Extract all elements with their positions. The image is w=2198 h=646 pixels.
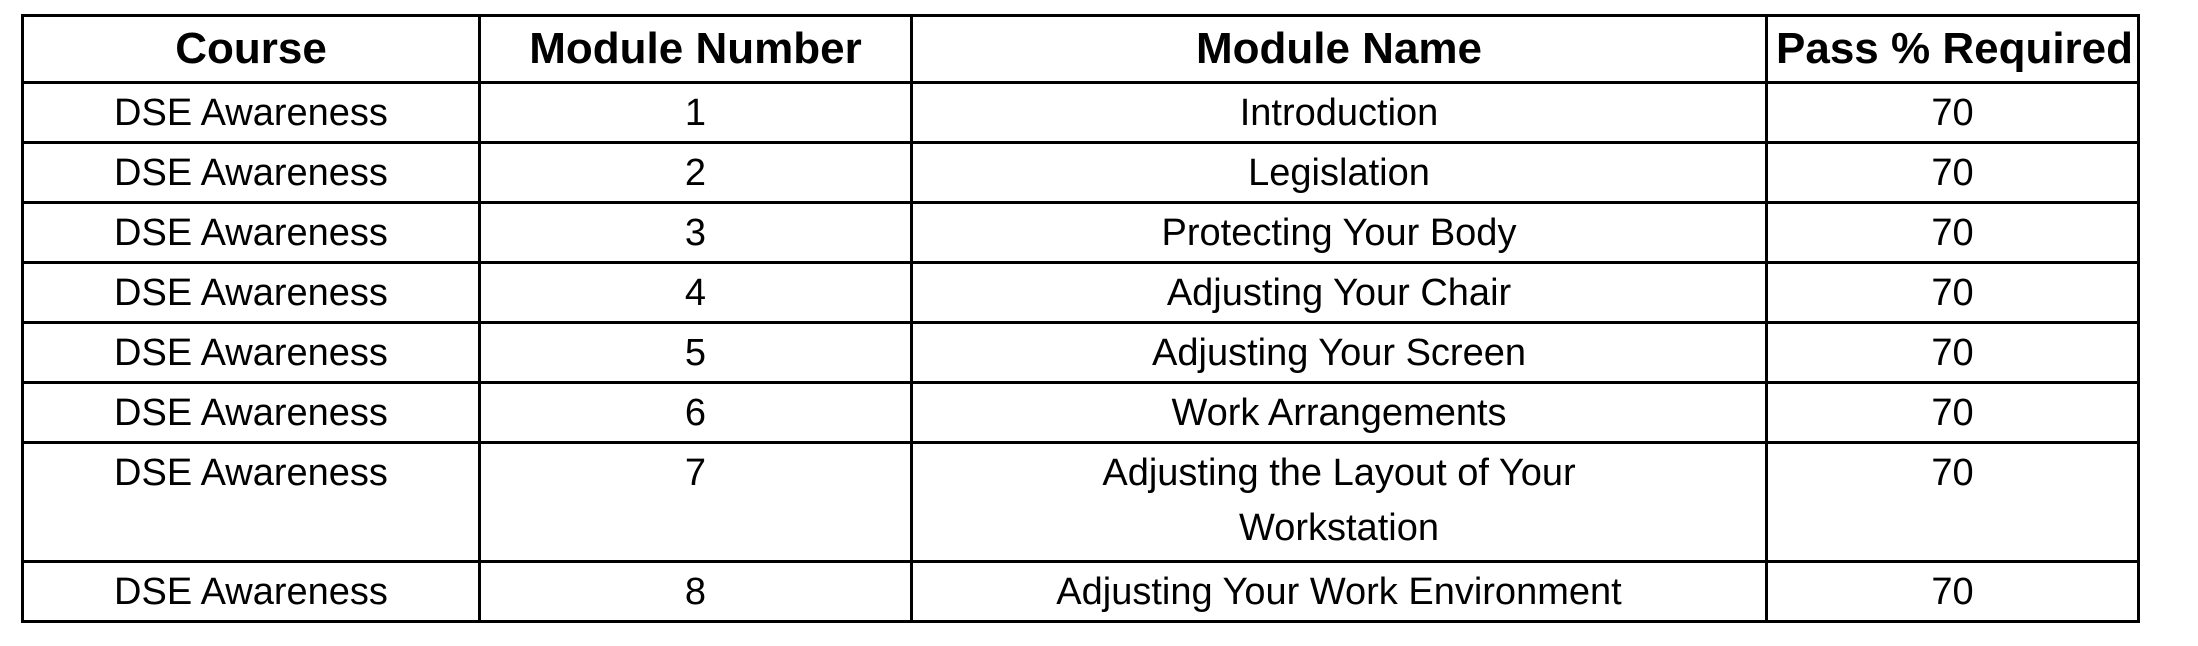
cell-pass-required: 70 [1767,263,2139,323]
cell-course: DSE Awareness [23,323,480,383]
cell-module-name: Adjusting Your Work Environment [912,562,1767,622]
cell-course: DSE Awareness [23,263,480,323]
cell-module-name: Adjusting Your Screen [912,323,1767,383]
cell-course: DSE Awareness [23,203,480,263]
cell-course: DSE Awareness [23,443,480,562]
header-module-name: Module Name [912,16,1767,83]
cell-module-number: 4 [480,263,912,323]
cell-module-number: 2 [480,143,912,203]
cell-module-number: 1 [480,83,912,143]
modules-table [21,14,2140,623]
cell-pass-required: 70 [1767,562,2139,622]
table-row [23,83,2139,143]
table-row [23,323,2139,383]
cell-module-name: Protecting Your Body [912,203,1767,263]
modules-table-container [21,14,2137,623]
cell-course: DSE Awareness [23,383,480,443]
cell-course: DSE Awareness [23,562,480,622]
table-row [23,263,2139,323]
cell-pass-required: 70 [1767,443,2139,562]
header-module-number: Module Number [480,16,912,83]
cell-pass-required: 70 [1767,83,2139,143]
cell-course: DSE Awareness [23,143,480,203]
table-header-row [23,16,2139,83]
cell-pass-required: 70 [1767,383,2139,443]
cell-module-number: 8 [480,562,912,622]
table-row [23,562,2139,622]
cell-module-name: Work Arrangements [912,383,1767,443]
cell-module-name: Adjusting the Layout of Your Workstation [912,443,1767,562]
table-row [23,443,2139,562]
header-course: Course [23,16,480,83]
cell-pass-required: 70 [1767,323,2139,383]
cell-module-name: Legislation [912,143,1767,203]
cell-module-number: 5 [480,323,912,383]
table-row [23,203,2139,263]
cell-pass-required: 70 [1767,203,2139,263]
cell-module-name: Introduction [912,83,1767,143]
cell-module-number: 6 [480,383,912,443]
cell-module-number: 3 [480,203,912,263]
table-row [23,383,2139,443]
table-row [23,143,2139,203]
cell-module-number: 7 [480,443,912,562]
header-pass-required: Pass % Required [1767,16,2139,83]
cell-pass-required: 70 [1767,143,2139,203]
cell-module-name: Adjusting Your Chair [912,263,1767,323]
cell-course: DSE Awareness [23,83,480,143]
